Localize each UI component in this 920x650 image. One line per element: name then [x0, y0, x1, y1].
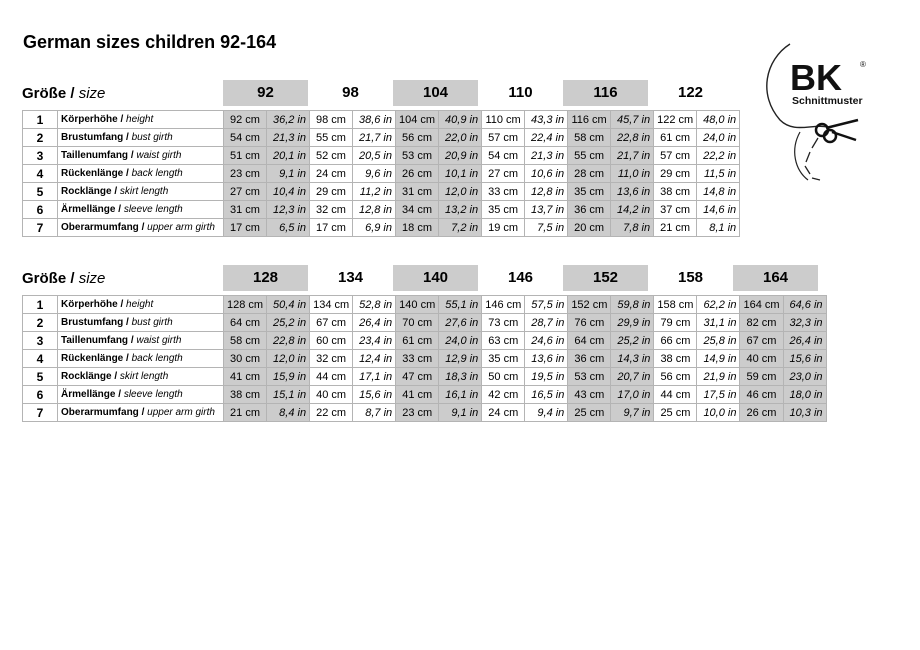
row-number: 5: [23, 183, 58, 201]
size-header-98: 98: [342, 84, 359, 101]
row-number: 6: [23, 386, 58, 404]
cell-cm: 64 cm: [224, 314, 267, 332]
table-row: [23, 165, 740, 183]
measurement-label: [58, 201, 224, 219]
cell-cm: 66 cm: [654, 332, 697, 350]
cell-inch: 15,1 in: [267, 386, 310, 404]
measurement-label: [58, 314, 224, 332]
size-header-122: 122: [677, 84, 704, 101]
cell-inch: 24,0 in: [697, 129, 740, 147]
cell-cm: 61 cm: [654, 129, 697, 147]
cell-cm: 50 cm: [482, 368, 525, 386]
measurement-label: [58, 350, 224, 368]
cell-cm: 164 cm: [740, 296, 783, 314]
cell-cm: 38 cm: [654, 350, 697, 368]
table-row: [23, 296, 827, 314]
cell-inch: 6,5 in: [267, 219, 310, 237]
cell-inch: 15,6 in: [353, 386, 396, 404]
measurement-label-en: upper arm girth: [147, 222, 215, 233]
cell-inch: 26,4 in: [353, 314, 396, 332]
cell-inch: 26,4 in: [783, 332, 826, 350]
cell-inch: 22,2 in: [697, 147, 740, 165]
measurement-label-en: waist girth: [136, 335, 182, 346]
bk-schnittmuster-logo: [760, 40, 872, 190]
measurement-label-de: Brustumfang /: [61, 132, 129, 143]
cell-inch: 22,4 in: [525, 129, 568, 147]
size-label: Größe / size: [22, 84, 106, 102]
cell-inch: 21,7 in: [353, 129, 396, 147]
cell-cm: 20 cm: [568, 219, 611, 237]
cell-inch: 9,1 in: [267, 165, 310, 183]
cell-inch: 19,5 in: [525, 368, 568, 386]
table-row: [23, 386, 827, 404]
cell-cm: 35 cm: [482, 201, 525, 219]
cell-cm: 56 cm: [396, 129, 439, 147]
row-number: 5: [23, 368, 58, 386]
cell-inch: 9,4 in: [525, 404, 568, 422]
cell-cm: 31 cm: [224, 201, 267, 219]
cell-inch: 32,3 in: [783, 314, 826, 332]
size-header-row: [22, 265, 827, 291]
cell-cm: 30 cm: [224, 350, 267, 368]
cell-cm: 51 cm: [224, 147, 267, 165]
cell-cm: 38 cm: [654, 183, 697, 201]
cell-cm: 58 cm: [568, 129, 611, 147]
cell-inch: 15,6 in: [783, 350, 826, 368]
measurement-label-en: height: [126, 114, 154, 125]
table-row: [23, 147, 740, 165]
measurement-label-de: Oberarmumfang /: [61, 222, 145, 233]
cell-inch: 17,5 in: [697, 386, 740, 404]
measurement-label-de: Rückenlänge /: [61, 168, 129, 179]
cell-inch: 11,5 in: [697, 165, 740, 183]
cell-inch: 21,3 in: [267, 129, 310, 147]
cell-inch: 59,8 in: [611, 296, 654, 314]
cell-inch: 10,0 in: [697, 404, 740, 422]
cell-cm: 44 cm: [654, 386, 697, 404]
cell-inch: 31,1 in: [697, 314, 740, 332]
cell-cm: 60 cm: [310, 332, 353, 350]
cell-cm: 55 cm: [310, 129, 353, 147]
cell-inch: 16,1 in: [439, 386, 482, 404]
cell-inch: 40,9 in: [439, 111, 482, 129]
cell-inch: 14,2 in: [611, 201, 654, 219]
cell-inch: 29,9 in: [611, 314, 654, 332]
measurement-label-en: sleeve length: [123, 389, 183, 400]
cell-cm: 41 cm: [396, 386, 439, 404]
row-number: 7: [23, 404, 58, 422]
cell-inch: 36,2 in: [267, 111, 310, 129]
cell-cm: 40 cm: [310, 386, 353, 404]
row-number: 2: [23, 129, 58, 147]
cell-inch: 22,0 in: [439, 129, 482, 147]
cell-cm: 27 cm: [482, 165, 525, 183]
cell-cm: 54 cm: [482, 147, 525, 165]
cell-cm: 63 cm: [482, 332, 525, 350]
measurement-label: [58, 147, 224, 165]
cell-cm: 34 cm: [396, 201, 439, 219]
measurement-label-de: Rocklänge /: [61, 371, 118, 382]
cell-inch: 11,2 in: [353, 183, 396, 201]
cell-cm: 35 cm: [482, 350, 525, 368]
cell-inch: 20,7 in: [611, 368, 654, 386]
size-header-128: 128: [223, 265, 308, 291]
measurement-label-de: Ärmellänge /: [61, 204, 122, 215]
cell-inch: 28,7 in: [525, 314, 568, 332]
cell-inch: 12,0 in: [439, 183, 482, 201]
cell-cm: 22 cm: [310, 404, 353, 422]
measurement-label-en: back length: [131, 168, 183, 179]
cell-inch: 12,3 in: [267, 201, 310, 219]
cell-cm: 53 cm: [396, 147, 439, 165]
cell-inch: 22,8 in: [611, 129, 654, 147]
cell-cm: 23 cm: [396, 404, 439, 422]
cell-inch: 12,8 in: [525, 183, 568, 201]
cell-cm: 158 cm: [654, 296, 697, 314]
size-table-92-122: [22, 80, 740, 237]
cell-cm: 21 cm: [654, 219, 697, 237]
cell-inch: 27,6 in: [439, 314, 482, 332]
cell-inch: 25,2 in: [267, 314, 310, 332]
cell-cm: 82 cm: [740, 314, 783, 332]
cell-inch: 23,4 in: [353, 332, 396, 350]
cell-inch: 16,5 in: [525, 386, 568, 404]
cell-inch: 11,0 in: [611, 165, 654, 183]
cell-cm: 38 cm: [224, 386, 267, 404]
cell-cm: 58 cm: [224, 332, 267, 350]
cell-inch: 20,1 in: [267, 147, 310, 165]
cell-cm: 110 cm: [482, 111, 525, 129]
cell-inch: 17,0 in: [611, 386, 654, 404]
cell-inch: 8,7 in: [353, 404, 396, 422]
cell-cm: 28 cm: [568, 165, 611, 183]
measurement-label-de: Taillenumfang /: [61, 335, 134, 346]
cell-inch: 14,9 in: [697, 350, 740, 368]
cell-cm: 25 cm: [654, 404, 697, 422]
measurement-label: [58, 404, 224, 422]
cell-inch: 13,6 in: [525, 350, 568, 368]
cell-inch: 22,8 in: [267, 332, 310, 350]
cell-inch: 12,9 in: [439, 350, 482, 368]
measurement-label: [58, 332, 224, 350]
cell-inch: 10,6 in: [525, 165, 568, 183]
table-row: [23, 129, 740, 147]
measurement-label: [58, 129, 224, 147]
cell-inch: 21,9 in: [697, 368, 740, 386]
cell-cm: 36 cm: [568, 350, 611, 368]
size-table-128-164: [22, 265, 827, 422]
row-number: 1: [23, 111, 58, 129]
cell-inch: 18,3 in: [439, 368, 482, 386]
cell-inch: 23,0 in: [783, 368, 826, 386]
measurement-label-de: Ärmellänge /: [61, 389, 122, 400]
size-header-110: 110: [508, 84, 533, 101]
size-header-92: 92: [223, 80, 308, 106]
cell-inch: 7,2 in: [439, 219, 482, 237]
cell-cm: 59 cm: [740, 368, 783, 386]
cell-cm: 67 cm: [740, 332, 783, 350]
cell-inch: 13,2 in: [439, 201, 482, 219]
size-header-140: 140: [393, 265, 478, 291]
cell-inch: 20,9 in: [439, 147, 482, 165]
measurement-table: [22, 110, 740, 237]
cell-cm: 73 cm: [482, 314, 525, 332]
measurement-label-de: Taillenumfang /: [61, 150, 134, 161]
measurement-label: [58, 219, 224, 237]
row-number: 6: [23, 201, 58, 219]
cell-inch: 10,4 in: [267, 183, 310, 201]
cell-cm: 19 cm: [482, 219, 525, 237]
cell-cm: 47 cm: [396, 368, 439, 386]
cell-inch: 18,0 in: [783, 386, 826, 404]
measurement-label: [58, 165, 224, 183]
cell-inch: 62,2 in: [697, 296, 740, 314]
cell-inch: 8,4 in: [267, 404, 310, 422]
cell-inch: 21,3 in: [525, 147, 568, 165]
measurement-label-en: upper arm girth: [147, 407, 215, 418]
measurement-label-de: Oberarmumfang /: [61, 407, 145, 418]
cell-inch: 9,1 in: [439, 404, 482, 422]
cell-inch: 9,7 in: [611, 404, 654, 422]
cell-inch: 38,6 in: [353, 111, 396, 129]
cell-inch: 6,9 in: [353, 219, 396, 237]
cell-inch: 9,6 in: [353, 165, 396, 183]
measurement-label-de: Brustumfang /: [61, 317, 129, 328]
cell-inch: 13,6 in: [611, 183, 654, 201]
cell-cm: 55 cm: [568, 147, 611, 165]
logo-letters: BK: [790, 57, 842, 98]
cell-inch: 7,8 in: [611, 219, 654, 237]
cell-inch: 15,9 in: [267, 368, 310, 386]
cell-cm: 32 cm: [310, 201, 353, 219]
cell-cm: 64 cm: [568, 332, 611, 350]
cell-cm: 152 cm: [568, 296, 611, 314]
cell-cm: 27 cm: [224, 183, 267, 201]
size-header-158: 158: [677, 269, 704, 286]
size-header-row: [22, 80, 740, 106]
cell-cm: 26 cm: [740, 404, 783, 422]
cell-cm: 17 cm: [224, 219, 267, 237]
cell-cm: 44 cm: [310, 368, 353, 386]
cell-inch: 52,8 in: [353, 296, 396, 314]
cell-cm: 32 cm: [310, 350, 353, 368]
size-header-152: 152: [563, 265, 648, 291]
cell-inch: 12,4 in: [353, 350, 396, 368]
table-row: [23, 201, 740, 219]
measurement-label-en: back length: [131, 353, 183, 364]
row-number: 7: [23, 219, 58, 237]
cell-cm: 122 cm: [654, 111, 697, 129]
cell-inch: 12,0 in: [267, 350, 310, 368]
cell-cm: 52 cm: [310, 147, 353, 165]
cell-cm: 37 cm: [654, 201, 697, 219]
cell-inch: 17,1 in: [353, 368, 396, 386]
row-number: 4: [23, 350, 58, 368]
cell-cm: 40 cm: [740, 350, 783, 368]
cell-inch: 13,7 in: [525, 201, 568, 219]
cell-cm: 41 cm: [224, 368, 267, 386]
cell-cm: 104 cm: [396, 111, 439, 129]
cell-cm: 67 cm: [310, 314, 353, 332]
cell-inch: 14,8 in: [697, 183, 740, 201]
cell-cm: 33 cm: [396, 350, 439, 368]
cell-cm: 92 cm: [224, 111, 267, 129]
cell-inch: 64,6 in: [783, 296, 826, 314]
table-row: [23, 332, 827, 350]
cell-cm: 98 cm: [310, 111, 353, 129]
cell-inch: 7,5 in: [525, 219, 568, 237]
cell-inch: 25,8 in: [697, 332, 740, 350]
cell-inch: 48,0 in: [697, 111, 740, 129]
size-header-116: 116: [563, 80, 648, 106]
cell-inch: 55,1 in: [439, 296, 482, 314]
table-row: [23, 314, 827, 332]
cell-cm: 29 cm: [654, 165, 697, 183]
cell-cm: 43 cm: [568, 386, 611, 404]
measurement-label-en: height: [126, 299, 154, 310]
size-header-134: 134: [337, 269, 364, 286]
cell-inch: 57,5 in: [525, 296, 568, 314]
size-header-146: 146: [507, 269, 534, 286]
cell-cm: 56 cm: [654, 368, 697, 386]
cell-cm: 146 cm: [482, 296, 525, 314]
cell-inch: 21,7 in: [611, 147, 654, 165]
cell-inch: 24,0 in: [439, 332, 482, 350]
cell-cm: 25 cm: [568, 404, 611, 422]
cell-inch: 14,6 in: [697, 201, 740, 219]
page-title: German sizes children 92-164: [23, 32, 277, 52]
cell-inch: 25,2 in: [611, 332, 654, 350]
cell-cm: 61 cm: [396, 332, 439, 350]
cell-cm: 128 cm: [224, 296, 267, 314]
cell-cm: 70 cm: [396, 314, 439, 332]
row-number: 2: [23, 314, 58, 332]
table-row: [23, 350, 827, 368]
cell-inch: 45,7 in: [611, 111, 654, 129]
cell-cm: 23 cm: [224, 165, 267, 183]
table-row: [23, 219, 740, 237]
cell-inch: 10,1 in: [439, 165, 482, 183]
cell-cm: 31 cm: [396, 183, 439, 201]
cell-cm: 57 cm: [654, 147, 697, 165]
table-row: [23, 183, 740, 201]
cell-cm: 21 cm: [224, 404, 267, 422]
row-number: 1: [23, 296, 58, 314]
cell-cm: 53 cm: [568, 368, 611, 386]
cell-cm: 18 cm: [396, 219, 439, 237]
cell-inch: 14,3 in: [611, 350, 654, 368]
cell-cm: 36 cm: [568, 201, 611, 219]
cell-cm: 140 cm: [396, 296, 439, 314]
cell-inch: 10,3 in: [783, 404, 826, 422]
table-row: [23, 111, 740, 129]
cell-cm: 42 cm: [482, 386, 525, 404]
cell-cm: 116 cm: [568, 111, 611, 129]
measurement-label-en: waist girth: [136, 150, 182, 161]
row-number: 4: [23, 165, 58, 183]
cell-cm: 57 cm: [482, 129, 525, 147]
cell-inch: 43,3 in: [525, 111, 568, 129]
measurement-label: [58, 386, 224, 404]
measurement-label: [58, 111, 224, 129]
logo-registered-mark: ®: [860, 60, 866, 69]
cell-inch: 12,8 in: [353, 201, 396, 219]
cell-cm: 79 cm: [654, 314, 697, 332]
measurement-label-en: bust girth: [131, 317, 173, 328]
cell-cm: 134 cm: [310, 296, 353, 314]
cell-cm: 26 cm: [396, 165, 439, 183]
row-number: 3: [23, 147, 58, 165]
table-row: [23, 368, 827, 386]
measurement-label-de: Körperhöhe /: [61, 114, 124, 125]
measurement-label-de: Rocklänge /: [61, 186, 118, 197]
measurement-label: [58, 296, 224, 314]
cell-cm: 35 cm: [568, 183, 611, 201]
size-label: Größe / size: [22, 269, 106, 287]
logo-subtitle: Schnittmuster: [792, 95, 863, 107]
cell-cm: 76 cm: [568, 314, 611, 332]
cell-cm: 17 cm: [310, 219, 353, 237]
measurement-label: [58, 368, 224, 386]
cell-cm: 24 cm: [482, 404, 525, 422]
cell-cm: 33 cm: [482, 183, 525, 201]
measurement-table: [22, 295, 827, 422]
cell-inch: 8,1 in: [697, 219, 740, 237]
measurement-label-en: skirt length: [119, 371, 169, 382]
measurement-label-en: bust girth: [131, 132, 173, 143]
cell-cm: 46 cm: [740, 386, 783, 404]
size-header-164: 164: [733, 265, 818, 291]
measurement-label: [58, 183, 224, 201]
measurement-label-en: sleeve length: [123, 204, 183, 215]
row-number: 3: [23, 332, 58, 350]
scissors-icon: [816, 120, 858, 142]
measurement-label-de: Körperhöhe /: [61, 299, 124, 310]
cell-cm: 29 cm: [310, 183, 353, 201]
table-row: [23, 404, 827, 422]
cell-cm: 54 cm: [224, 129, 267, 147]
measurement-label-en: skirt length: [119, 186, 169, 197]
size-header-104: 104: [393, 80, 478, 106]
cell-cm: 24 cm: [310, 165, 353, 183]
cell-inch: 24,6 in: [525, 332, 568, 350]
cell-inch: 50,4 in: [267, 296, 310, 314]
measurement-label-de: Rückenlänge /: [61, 353, 129, 364]
cell-inch: 20,5 in: [353, 147, 396, 165]
